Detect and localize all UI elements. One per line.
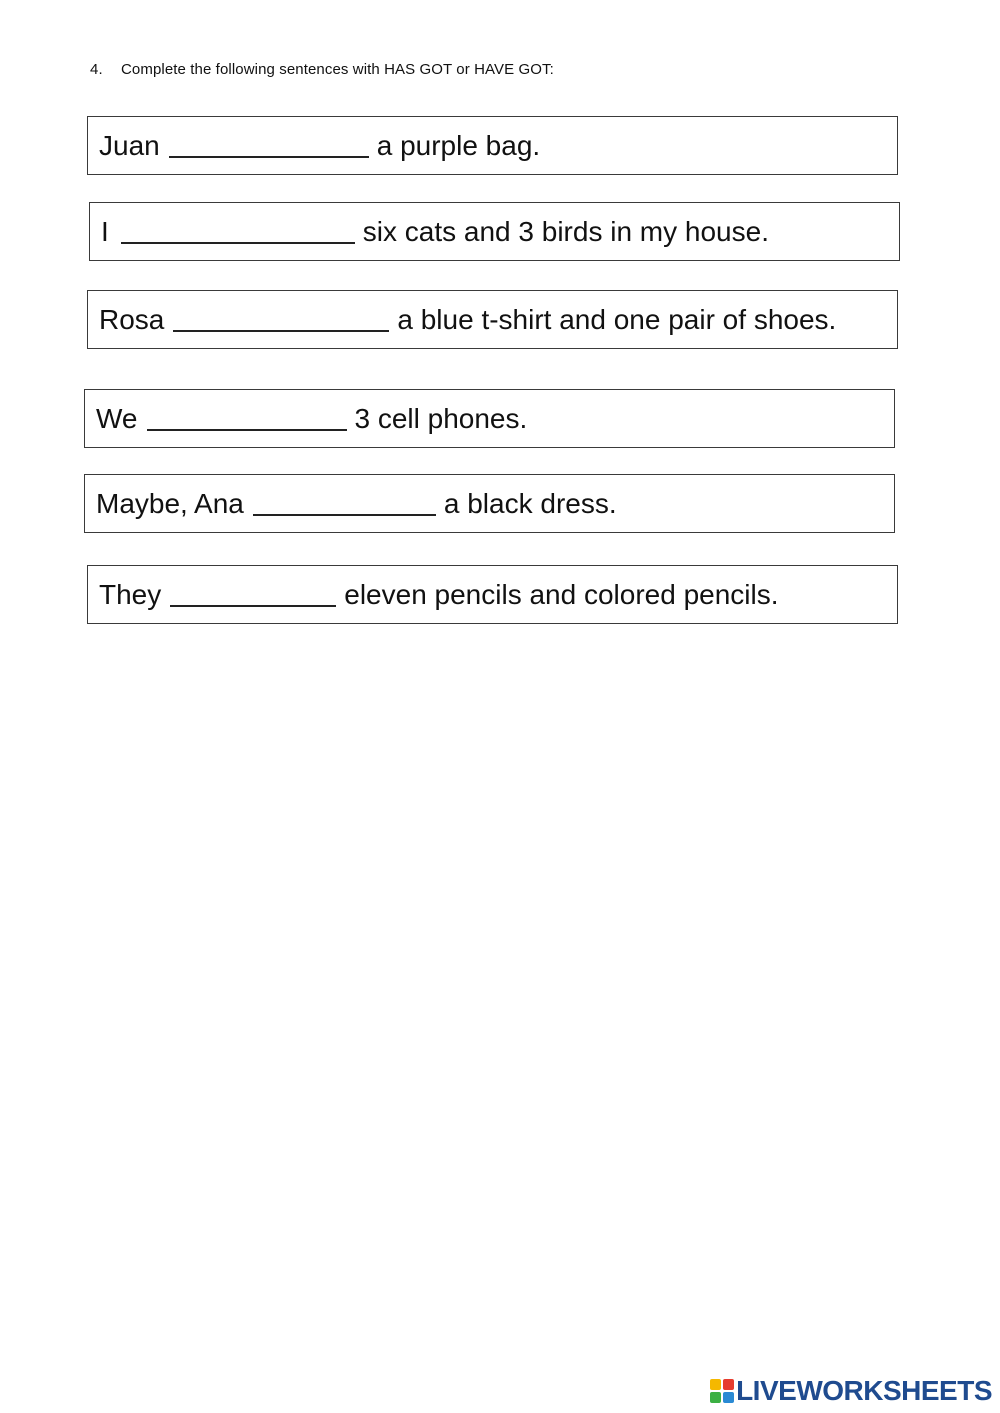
answer-blank-3[interactable] xyxy=(173,308,389,332)
sentence-subject: They xyxy=(99,578,162,610)
answer-blank-6[interactable] xyxy=(170,583,336,607)
instruction-number: 4. xyxy=(90,61,103,78)
sentence-rest: a purple bag. xyxy=(376,129,541,161)
sentence-subject: Juan xyxy=(99,129,160,161)
sentence-box-6 xyxy=(87,565,898,624)
answer-blank-5[interactable] xyxy=(253,492,436,516)
sentence-rest: a black dress. xyxy=(443,487,617,519)
logo-mark-icon xyxy=(710,1379,734,1403)
sentence-box-3 xyxy=(87,290,898,349)
logo-mark-square-3 xyxy=(710,1392,721,1403)
logo-text: LIVEWORKSHEETS xyxy=(736,1375,992,1406)
sentence-box-4 xyxy=(84,389,895,448)
instruction-text: Complete the following sentences with HAS GOT or HAVE GOT: xyxy=(121,61,554,78)
answer-blank-1[interactable] xyxy=(169,134,369,158)
logo-mark-square-4 xyxy=(723,1392,734,1403)
logo-mark-square-2 xyxy=(723,1379,734,1390)
sentence-subject: We xyxy=(96,402,138,434)
liveworksheets-logo xyxy=(710,1377,992,1405)
sentence-subject: Rosa xyxy=(99,303,165,335)
sentence-box-2 xyxy=(89,202,900,261)
logo-mark-square-1 xyxy=(710,1379,721,1390)
sentence-rest: 3 cell phones. xyxy=(354,402,528,434)
sentence-subject: I xyxy=(101,215,109,247)
instruction xyxy=(90,61,554,78)
sentence-box-1 xyxy=(87,116,898,175)
sentence-subject: Maybe, Ana xyxy=(96,487,244,519)
answer-blank-2[interactable] xyxy=(121,220,355,244)
sentence-box-5 xyxy=(84,474,895,533)
sentence-rest: six cats and 3 birds in my house. xyxy=(362,215,769,247)
answer-blank-4[interactable] xyxy=(147,407,347,431)
sentence-rest: eleven pencils and colored pencils. xyxy=(344,578,779,610)
sentence-rest: a blue t-shirt and one pair of shoes. xyxy=(397,303,837,335)
